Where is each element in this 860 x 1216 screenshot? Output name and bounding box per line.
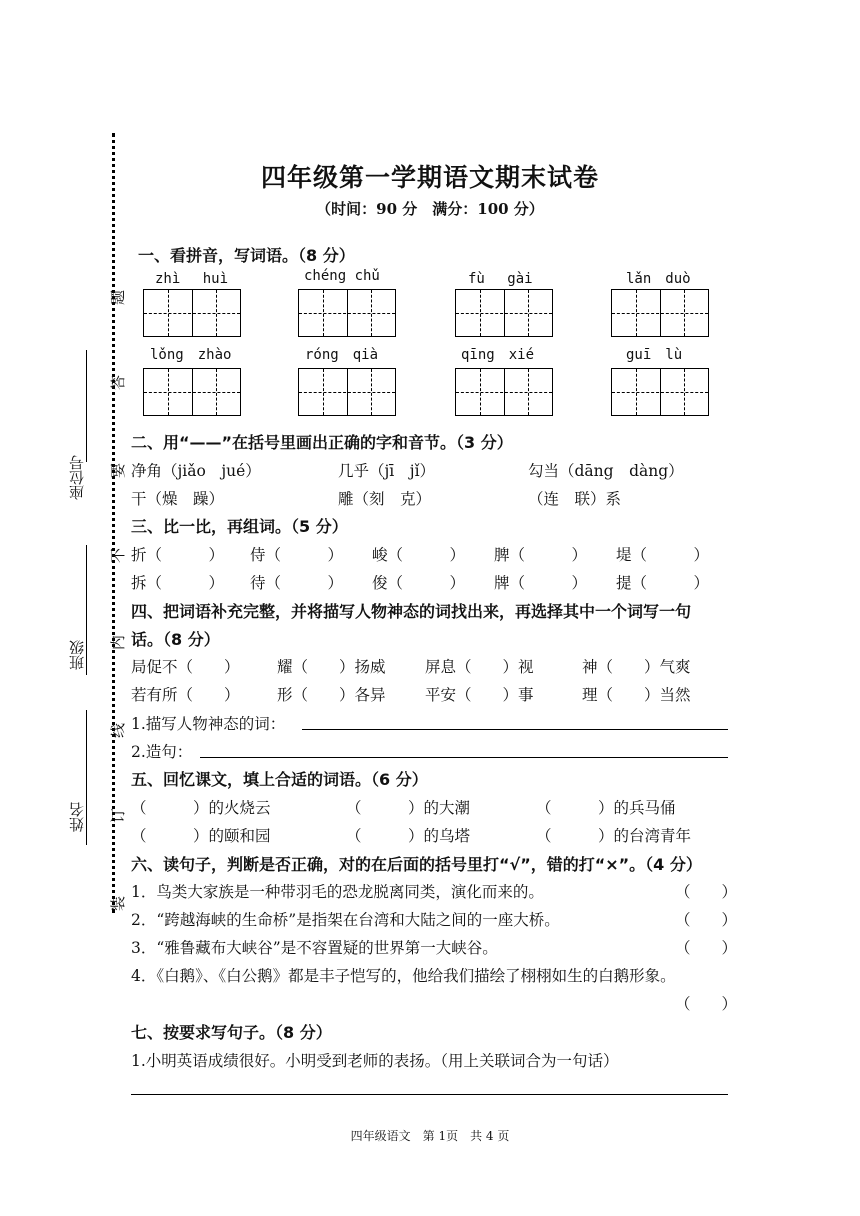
binding-char: 装 <box>109 895 128 912</box>
fill-blank[interactable]: （ ）的颐和园 <box>131 827 271 845</box>
idiom-blank[interactable]: 局促不（ ） <box>131 658 240 676</box>
choice-item[interactable]: （连 联）系 <box>528 490 622 508</box>
writing-grid[interactable] <box>455 368 553 416</box>
section-1-heading: 一、看拼音，写词语。（8 分） <box>138 246 355 265</box>
exam-info: （时间：90 分 满分：100 分） <box>316 200 544 218</box>
name-label: 姓名 <box>68 802 86 832</box>
fill-blank[interactable]: （ ）的兵马俑 <box>536 799 676 817</box>
pinyin-label: fù gài <box>468 271 533 287</box>
fill-blank[interactable]: （ ）的大潮 <box>346 799 471 817</box>
choice-item[interactable]: 净角（jiǎo jué） <box>131 462 261 480</box>
fill-blank[interactable]: （ ）的火烧云 <box>131 799 271 817</box>
choice-item[interactable]: 干（燥 躁） <box>131 490 225 508</box>
idiom-blank[interactable]: 神（ ）气爽 <box>582 658 691 676</box>
choice-item[interactable]: 勾当（dāng dàng） <box>528 462 684 480</box>
question-label: 2.造句： <box>131 743 193 761</box>
pinyin-label: chéng chǔ <box>304 268 380 284</box>
idiom-blank[interactable]: 平安（ ）事 <box>425 686 534 704</box>
writing-grid[interactable] <box>611 368 709 416</box>
seat-number-label: 座位号 <box>68 455 86 500</box>
idiom-blank[interactable]: 耀（ ）扬威 <box>277 658 386 676</box>
answer-line[interactable] <box>131 1094 728 1095</box>
word-blank[interactable]: 待（ ） <box>250 574 344 592</box>
word-blank[interactable]: 拆（ ） <box>131 574 225 592</box>
writing-grid[interactable] <box>143 368 241 416</box>
judge-item: 3．“雅鲁藏布大峡谷”是不容置疑的世界第一大峡谷。 <box>131 939 498 957</box>
section-4-heading-cont: 话。（8 分） <box>131 630 220 649</box>
binding-char: 订 <box>109 807 128 824</box>
answer-line[interactable] <box>302 729 728 730</box>
binding-char: 要 <box>109 462 128 479</box>
choice-item[interactable]: 雕（刻 克） <box>338 490 432 508</box>
section-5-heading: 五、回忆课文，填上合适的词语。（6 分） <box>131 770 428 789</box>
judge-paren[interactable]: （ ） <box>675 883 738 901</box>
idiom-blank[interactable]: 若有所（ ） <box>131 686 240 704</box>
judge-paren[interactable]: （ ） <box>675 911 738 929</box>
word-blank[interactable]: 牌（ ） <box>494 574 588 592</box>
page-title: 四年级第一学期语文期末试卷 <box>260 163 599 192</box>
idiom-blank[interactable]: 屏息（ ）视 <box>425 658 534 676</box>
word-blank[interactable]: 俊（ ） <box>372 574 466 592</box>
judge-paren[interactable]: （ ） <box>675 939 738 957</box>
answer-line[interactable] <box>200 757 728 758</box>
writing-grid[interactable] <box>298 289 396 337</box>
binding-char: 线 <box>109 722 128 739</box>
judge-item: 1．鸟类大家族是一种带羽毛的恐龙脱离同类，演化而来的。 <box>131 883 544 901</box>
pinyin-label: lǎn duò <box>626 271 691 287</box>
word-blank[interactable]: 峻（ ） <box>372 546 466 564</box>
word-blank[interactable]: 脾（ ） <box>494 546 588 564</box>
binding-char: 题 <box>109 289 128 306</box>
word-blank[interactable]: 提（ ） <box>616 574 710 592</box>
word-blank[interactable]: 折（ ） <box>131 546 225 564</box>
section-7-heading: 七、按要求写句子。（8 分） <box>131 1023 332 1042</box>
pinyin-label: guī lù <box>626 347 683 363</box>
fill-blank[interactable]: （ ）的乌塔 <box>346 827 471 845</box>
idiom-blank[interactable]: 形（ ）各异 <box>277 686 386 704</box>
fill-blank[interactable]: （ ）的台湾青年 <box>536 827 692 845</box>
word-blank[interactable]: 侍（ ） <box>250 546 344 564</box>
section-4-heading: 四、把词语补充完整，并将描写人物神态的词找出来，再选择其中一个词写一句 <box>131 602 692 621</box>
binding-char: 答 <box>109 374 128 391</box>
section-3-heading: 三、比一比，再组词。（5 分） <box>131 517 348 536</box>
seat-number-blank[interactable] <box>86 350 87 462</box>
pinyin-label: lǒng zhào <box>150 347 232 363</box>
judge-item: 4．《白鹅》、《白公鹅》都是丰子恺写的，他给我们描绘了栩栩如生的白鹅形象。 <box>131 967 676 985</box>
idiom-blank[interactable]: 理（ ）当然 <box>582 686 691 704</box>
judge-paren[interactable]: （ ） <box>675 995 738 1013</box>
writing-grid[interactable] <box>455 289 553 337</box>
pinyin-label: qīng xié <box>461 347 535 363</box>
page-footer: 四年级语文 第 1页 共 4 页 <box>350 1129 510 1143</box>
pinyin-label: róng qià <box>305 347 379 363</box>
judge-item: 2．“跨越海峡的生命桥”是指架在台湾和大陆之间的一座大桥。 <box>131 911 560 929</box>
writing-grid[interactable] <box>298 368 396 416</box>
question-label: 1.描写人物神态的词： <box>131 715 286 733</box>
binding-char: 内 <box>109 634 128 651</box>
writing-grid[interactable] <box>611 289 709 337</box>
binding-char: 不 <box>109 547 128 564</box>
writing-grid[interactable] <box>143 289 241 337</box>
class-label: 班级 <box>68 640 86 670</box>
pinyin-label: zhì huì <box>155 271 229 287</box>
choice-item[interactable]: 几乎（jī jǐ） <box>338 462 436 480</box>
section-6-heading: 六、读句子，判断是否正确，对的在后面的括号里打“√”，错的打“×”。（4 分） <box>131 855 702 874</box>
section-2-heading: 二、用“——”在括号里画出正确的字和音节。（3 分） <box>131 433 513 452</box>
binding-dotted-line <box>112 133 115 913</box>
question-label: 1.小明英语成绩很好。小明受到老师的表扬。（用上关联词合为一句话） <box>131 1052 619 1070</box>
word-blank[interactable]: 堤（ ） <box>616 546 710 564</box>
